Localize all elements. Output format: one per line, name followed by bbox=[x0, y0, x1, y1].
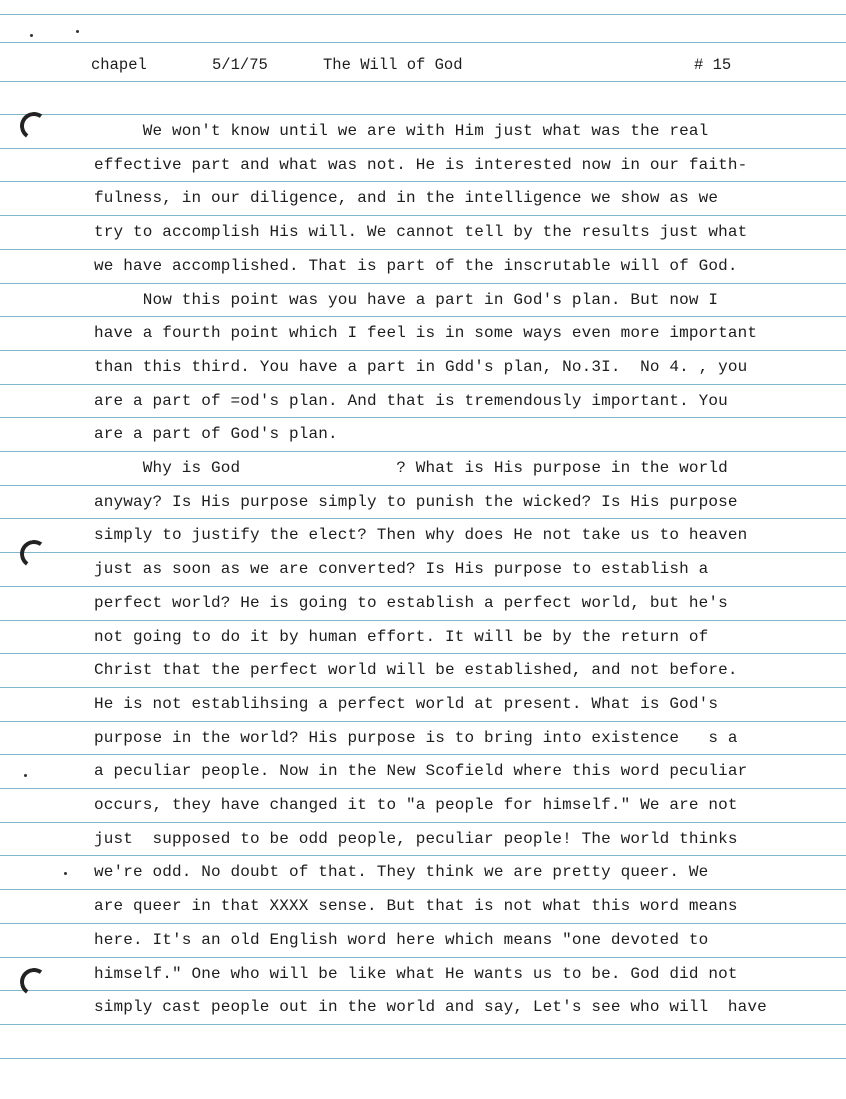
text-line: we have accomplished. That is part of the inscrutable will of God. bbox=[94, 256, 738, 275]
rule-line bbox=[0, 990, 846, 991]
rule-line bbox=[0, 822, 846, 823]
header-page-number: # 15 bbox=[694, 56, 732, 74]
text-line: are queer in that XXXX sense. But that is not what this word means bbox=[94, 897, 738, 916]
text-line: Now this point was you have a part in God's plan. But now I bbox=[94, 290, 719, 309]
rule-line bbox=[0, 114, 846, 115]
rule-line bbox=[0, 215, 846, 216]
rule-line bbox=[0, 485, 846, 486]
rule-line bbox=[0, 81, 846, 82]
text-line: himself." One who will be like what He wants us to be. God did not bbox=[94, 964, 738, 983]
binder-hole-bottom bbox=[18, 966, 50, 998]
header-title: The Will of God bbox=[323, 56, 463, 74]
text-line: a peculiar people. Now in the New Scofield where this word peculiar bbox=[94, 762, 748, 781]
rule-line bbox=[0, 586, 846, 587]
rule-line bbox=[0, 384, 846, 385]
ink-speck bbox=[24, 774, 27, 777]
text-line: perfect world? He is going to establish a perfect world, but he's bbox=[94, 593, 728, 612]
text-line: not going to do it by human effort. It will be by the return of bbox=[94, 627, 709, 646]
rule-line bbox=[0, 14, 846, 15]
text-line: simply to justify the elect? Then why does He not take us to heaven bbox=[94, 526, 748, 545]
text-line: than this third. You have a part in Gdd's plan, No.3I. No 4. , you bbox=[94, 357, 748, 376]
rule-line bbox=[0, 181, 846, 182]
rule-line bbox=[0, 754, 846, 755]
rule-line bbox=[0, 620, 846, 621]
header-date: 5/1/75 bbox=[212, 56, 268, 74]
ink-speck bbox=[76, 30, 79, 33]
rule-line bbox=[0, 249, 846, 250]
text-line: anyway? Is His purpose simply to punish the wicked? Is His purpose bbox=[94, 492, 738, 511]
text-line: occurs, they have changed it to "a people for himself." We are not bbox=[94, 796, 738, 814]
text-line: purpose in the world? His purpose is to bring into existence s a bbox=[94, 728, 738, 747]
rule-line bbox=[0, 1058, 846, 1059]
rule-line bbox=[0, 1024, 846, 1025]
text-line: simply cast people out in the world and say, Let's see who will have bbox=[94, 998, 767, 1017]
rule-line bbox=[0, 451, 846, 452]
rule-line bbox=[0, 350, 846, 351]
text-line: we're odd. No doubt of that. They think we are pretty queer. We bbox=[94, 863, 709, 882]
rule-line bbox=[0, 923, 846, 924]
text-line: fulness, in our diligence, and in the intelligence we show as we bbox=[94, 189, 719, 208]
rule-line bbox=[0, 316, 846, 317]
text-line: here. It's an old English word here which means "one devoted to bbox=[94, 930, 709, 949]
text-line: just supposed to be odd people, peculiar people! The world thinks bbox=[94, 829, 738, 848]
rule-line bbox=[0, 721, 846, 722]
rule-line bbox=[0, 42, 846, 43]
header-location: chapel bbox=[91, 56, 147, 74]
binder-hole-middle bbox=[18, 538, 50, 570]
text-line: are a part of God's plan. bbox=[94, 425, 338, 444]
text-line: just as soon as we are converted? Is His purpose to establish a bbox=[94, 560, 709, 579]
rule-line bbox=[0, 148, 846, 149]
rule-line bbox=[0, 518, 846, 519]
rule-line bbox=[0, 417, 846, 418]
rule-line bbox=[0, 687, 846, 688]
rule-line bbox=[0, 552, 846, 553]
text-line: We won't know until we are with Him just what was the real bbox=[94, 122, 709, 140]
rule-line bbox=[0, 653, 846, 654]
text-line: are a part of =od's plan. And that is tremendously important. You bbox=[94, 391, 728, 410]
rule-line bbox=[0, 788, 846, 789]
ink-speck bbox=[64, 872, 67, 875]
text-line: have a fourth point which I feel is in some ways even more important bbox=[94, 324, 758, 343]
rule-line bbox=[0, 889, 846, 890]
rule-line bbox=[0, 855, 846, 856]
rule-line bbox=[0, 283, 846, 284]
text-line: Why is God ? What is His purpose in the world bbox=[94, 459, 728, 477]
text-line: effective part and what was not. He is interested now in our faith- bbox=[94, 155, 748, 174]
ink-speck bbox=[30, 34, 33, 37]
rule-line bbox=[0, 957, 846, 958]
text-line: Christ that the perfect world will be established, and not before. bbox=[94, 661, 738, 680]
text-line: try to accomplish His will. We cannot tell by the results just what bbox=[94, 223, 748, 242]
text-line: He is not establihsing a perfect world at present. What is God's bbox=[94, 694, 719, 713]
